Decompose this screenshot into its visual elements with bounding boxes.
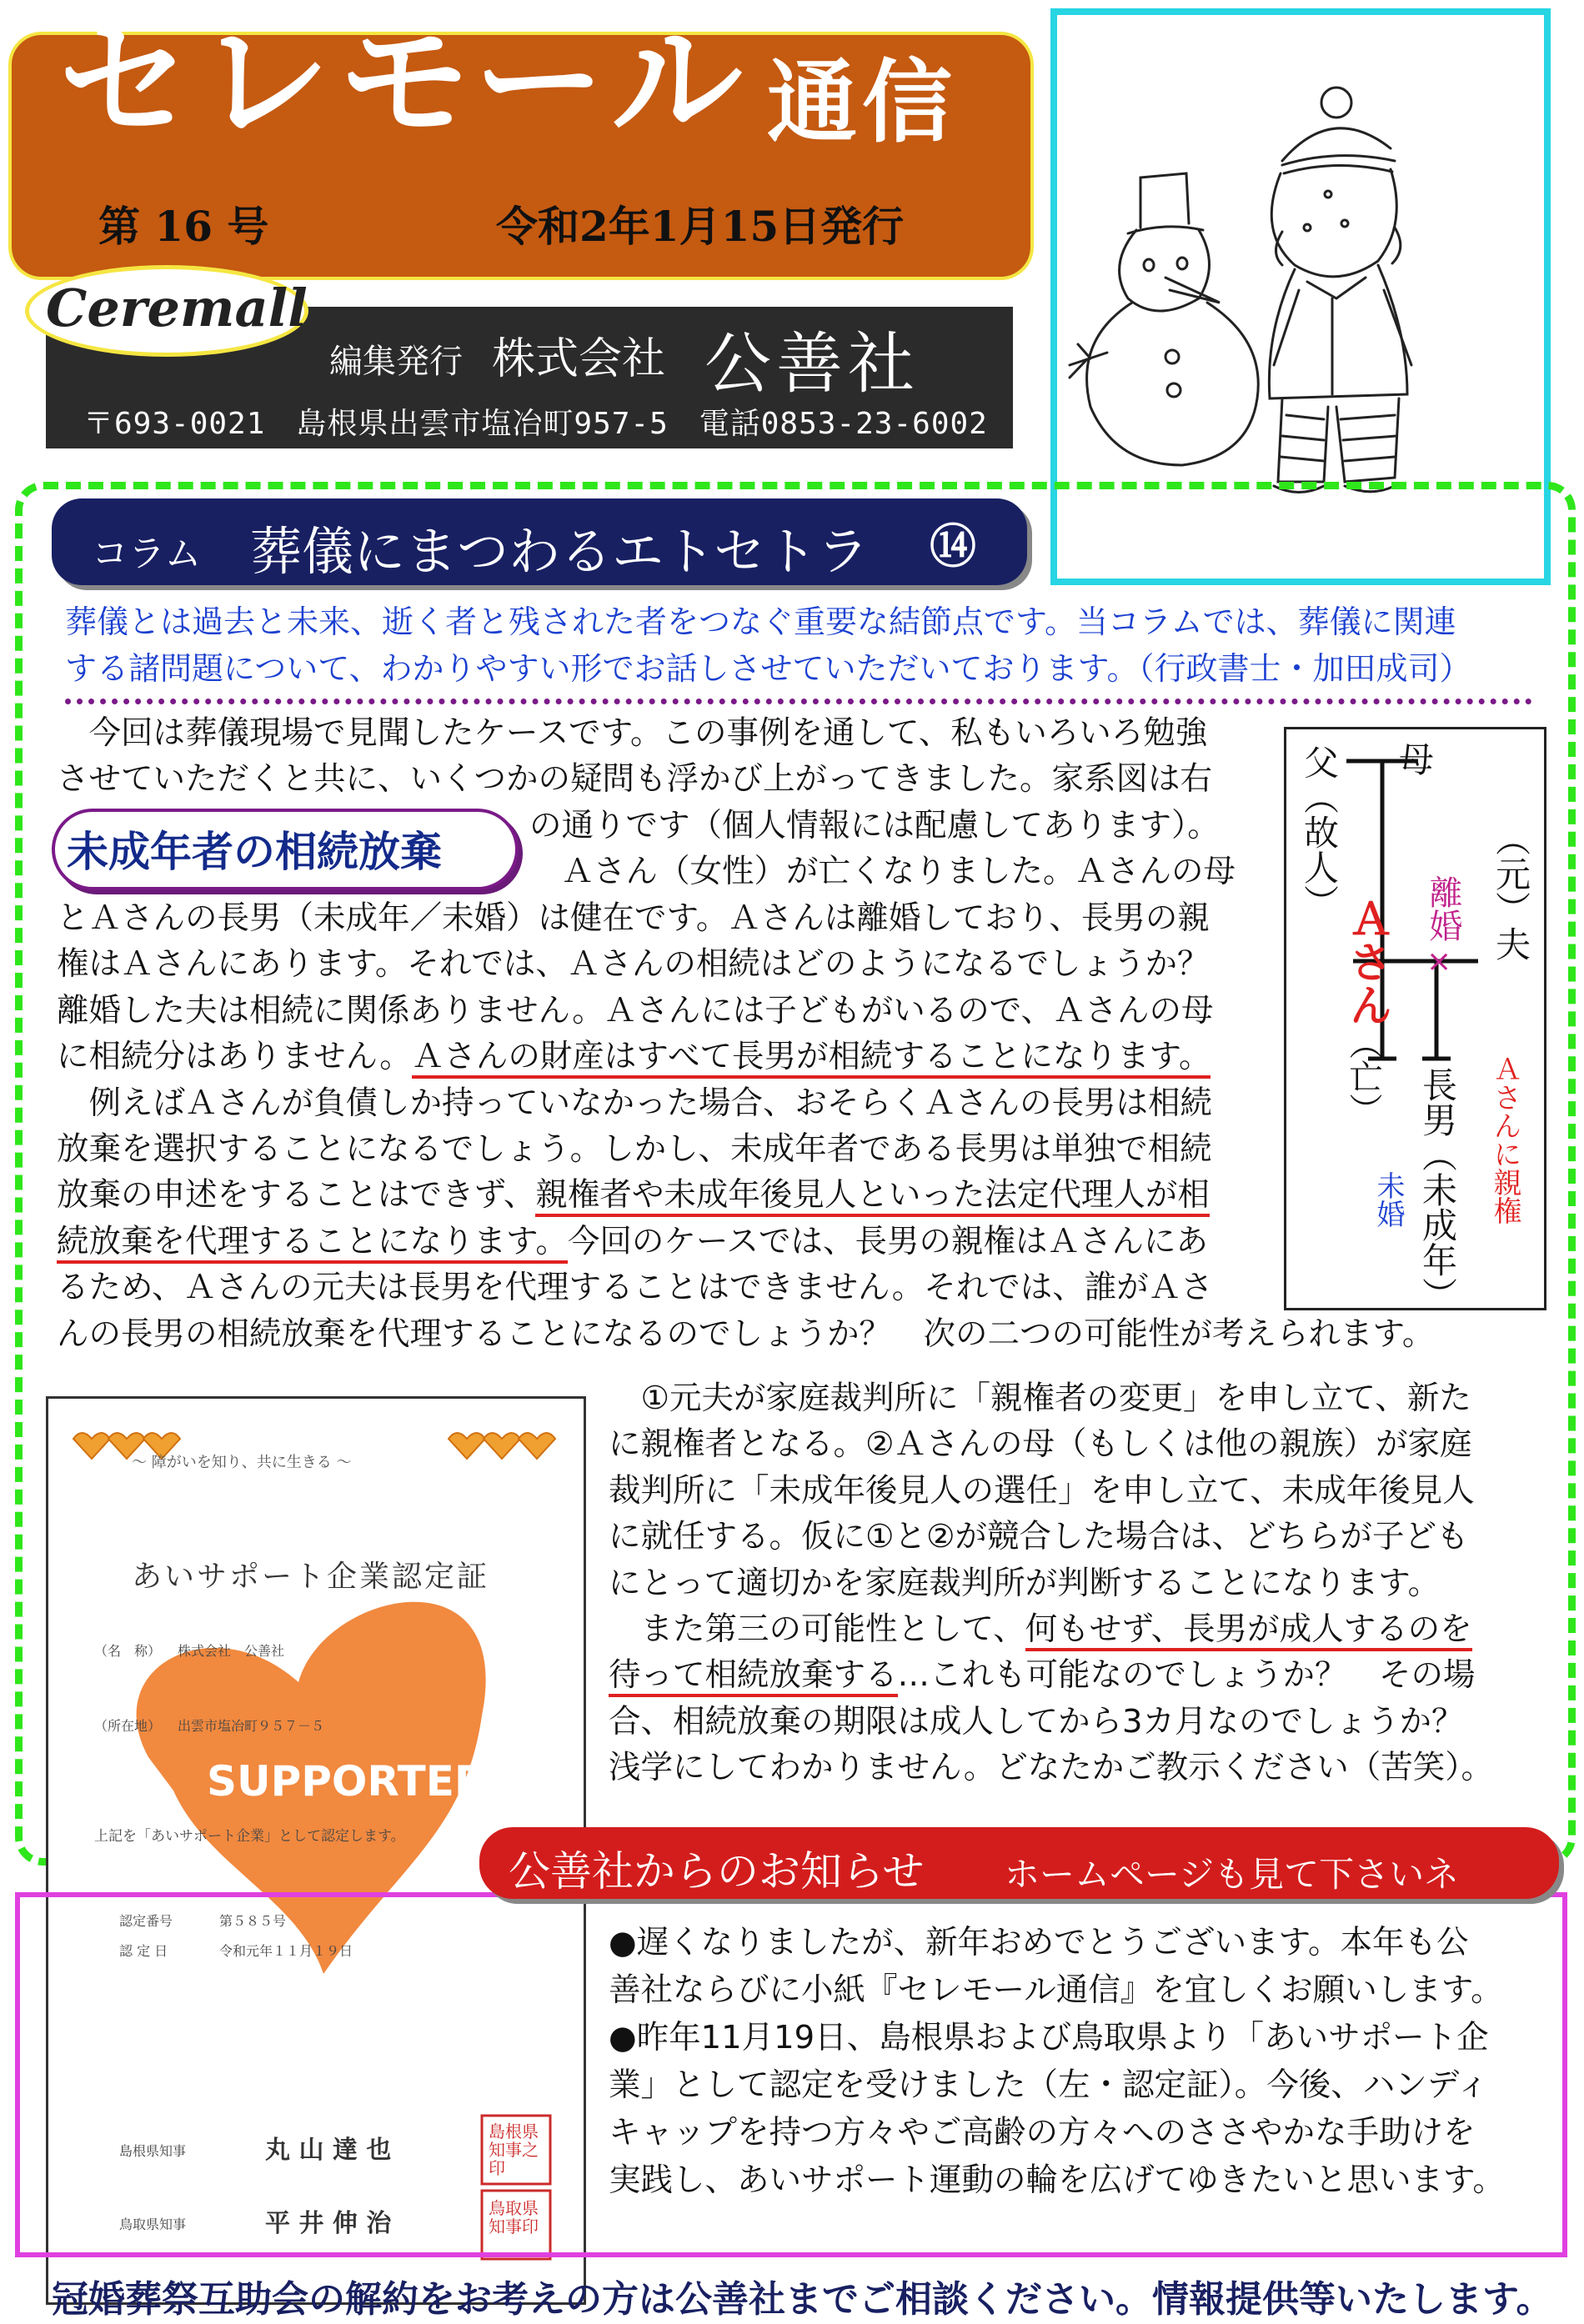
logo-text: Ceremall: [46, 278, 308, 338]
cert-gov1-title: 島根県知事: [119, 2143, 187, 2159]
notice-line: 業」として認定を受けました（左・認定証）。今後、ハンディ: [609, 2066, 1489, 2104]
paragraph-main: [57, 895, 1434, 1357]
tree-father: 父（故人）: [1299, 744, 1340, 919]
cert-gov2-title: 鳥取県知事: [119, 2216, 187, 2232]
publisher-name: 公善社: [704, 325, 920, 403]
tree-mother: 母: [1394, 741, 1435, 776]
lead-line: 葬儀とは過去と未来、逝く者と残された者をつなぐ重要な結節点です。当コラムでは、葬儀に関連: [65, 604, 1456, 640]
topic-tag-text: 未成年者の相続放棄: [67, 828, 442, 876]
cert-seal-tottori: 鳥取県知事印: [489, 2198, 539, 2236]
publisher-type: 株式会社: [492, 334, 666, 384]
cert-address-label: （所在地）: [94, 1718, 162, 1734]
dotted-divider: [65, 699, 1532, 704]
text-line: させていただくと共に、いくつかの疑問も浮かび上がってきました。家系図は右: [57, 760, 1213, 799]
cert-statement: 上記を「あいサポート企業」として認定します。: [94, 1828, 405, 1845]
notice-title: 公善社からのお知らせ: [509, 1847, 925, 1896]
tree-divorce: 離婚: [1424, 875, 1462, 942]
cert-badge: SUPPORTER: [207, 1757, 487, 1806]
paragraph-possibilities: [609, 1375, 1493, 1791]
column-number: ⑭: [930, 520, 976, 574]
tree-a-deceased: （亡）: [1344, 1026, 1382, 1126]
lead-line: する諸問題について、わかりやすい形でお話しさせていただいております。（行政書士・加田成司）: [65, 650, 1471, 687]
column-lead: [65, 599, 1541, 692]
notice-line: ●昨年11月19日、島根県および鳥取県より「あいサポート企: [609, 2019, 1489, 2056]
newsletter-title: セレモール: [58, 6, 751, 159]
text-line: るため、Ａさんの元夫は長男を代理することはできません。それでは、誰がＡさ: [57, 1269, 1213, 1307]
underlined-phrase: Ａさんの財産はすべて長男が相続することになります。: [412, 1038, 1211, 1079]
text-line: 合、相続放棄の期限は成人してから3カ月なのでしょうか？: [609, 1702, 1464, 1740]
tree-custody: Ａさんに親権: [1488, 1054, 1521, 1225]
notice-subtitle: ホームページも見て下さいネ: [1005, 1854, 1460, 1895]
publisher-role: 編集発行: [329, 343, 463, 381]
tree-divorce-mark: ×: [1426, 944, 1452, 979]
paragraph-intro: [57, 710, 1212, 803]
notice-line: 善社ならびに小紙『セレモール通信』を宜しくお願いします。: [609, 1971, 1503, 2009]
cert-date-value: 令和元年１１月１９日: [219, 1943, 353, 1959]
text-line: に就任する。仮に①と②が競合した場合は、どちらが子ども: [609, 1518, 1469, 1556]
tree-ex-husband: （元）夫: [1491, 821, 1531, 961]
cert-address-value: 出雲市塩冶町９５７－５: [178, 1718, 325, 1734]
underlined-phrase: 待って相続放棄する: [609, 1656, 898, 1697]
issue-number: 第 16 号: [98, 202, 269, 251]
text-line: 今回は葬儀現場で見聞したケースです。この事例を通して、私もいろいろ勉強: [57, 714, 1208, 752]
notice-line: キャップを持つ方々やご高齢の方々へのささやかな手助けを: [609, 2114, 1476, 2151]
tree-a-san: Ａさん: [1341, 896, 1391, 1026]
text-line: Ａさん（女性）が亡くなりました。Ａさんの母: [529, 853, 1236, 891]
text-line: ①元夫が家庭裁判所に「親権者の変更」を申し立て、新た: [609, 1380, 1471, 1417]
text-line: 続放棄を代理することになります。今回のケースでは、長男の親権はＡさんにあ: [57, 1219, 1434, 1265]
tree-son: 長男（未成年）: [1417, 1067, 1458, 1312]
text-line: んの長男の相続放棄を代理することになるのでしょうか？ 次の二つの可能性が考えられます。: [57, 1315, 1435, 1353]
cert-no-label: 認定番号: [119, 1913, 173, 1929]
cert-no-value: 第５８５号: [219, 1913, 287, 1929]
text-line: 浅学にしてわかりません。どなたかご教示ください（苦笑）。: [609, 1749, 1494, 1787]
text-line: 例えばＡさんが負債しか持っていなかった場合、おそらくＡさんの長男は相続: [57, 1084, 1213, 1122]
text-line: 権はＡさんにあります。それでは、Ａさんの相続はどのようになるでしょうか？: [57, 945, 1210, 984]
text-line: また第三の可能性として、何もせず、長男が成人するのを: [609, 1606, 1493, 1652]
footer-note: 冠婚葬祭互助会の解約をお考えの方は公善社までご相談ください。情報提供等いたします。: [52, 2278, 1553, 2321]
text-line: 放棄を選択することになるでしょう。しかし、未成年者である長男は単独で相続: [57, 1130, 1212, 1169]
cert-gov2-name: 平 井 伸 治: [265, 2209, 392, 2238]
underlined-phrase: 続放棄を代理することになります。: [57, 1223, 568, 1264]
cert-seal-shimane: 島根県知事之印: [489, 2121, 539, 2178]
cert-title: あいサポート企業認定証: [132, 1560, 490, 1594]
column-title: 葬儀にまつわるエトセトラ: [250, 521, 870, 582]
cert-motto: ～ 障がいを知り、共に生きる ～: [132, 1454, 352, 1471]
column-label: コラム: [92, 533, 202, 575]
notice-body: [609, 1919, 1505, 2204]
publisher-address: 〒693-0021 島根県出雲市塩冶町957-5 電話0853-23-6002: [83, 407, 988, 441]
text-line: に親権者となる。②Ａさんの母（もしくは他の親族）が家庭: [609, 1425, 1472, 1464]
newsletter-subtitle: 通信: [767, 51, 958, 155]
cert-name-label: （名 称）: [94, 1643, 162, 1659]
notice-line: 実践し、あいサポート運動の輪を広げてゆきたいと思います。: [609, 2161, 1505, 2199]
tree-unmarried: 未婚: [1371, 1171, 1405, 1228]
cert-name-value: 株式会社 公善社: [178, 1643, 285, 1659]
text-line: とＡさんの長男（未成年／未婚）は健在です。Ａさんは離婚しており、長男の親: [57, 899, 1210, 937]
issue-date: 令和2年1月15日発行: [496, 202, 905, 251]
notice-line: ●遅くなりましたが、新年おめでとうございます。本年も公: [609, 1924, 1469, 1961]
cert-gov1-name: 丸 山 達 也: [265, 2136, 392, 2165]
text-line: の通りです（個人情報には配慮してあります）。: [529, 807, 1220, 844]
text-line: 待って相続放棄する…これも可能なのでしょうか？ その場: [609, 1652, 1493, 1698]
family-tree: [1284, 727, 1546, 1310]
paragraph-case: [529, 803, 1236, 895]
underlined-phrase: 親権者や未成年後見人といった法定代理人が相: [535, 1176, 1210, 1217]
text-line: に相続分はありません。Ａさんの財産はすべて長男が相続することになります。: [57, 1034, 1434, 1079]
text-line: 離婚した夫は相続に関係ありません。Ａさんには子どもがいるので、Ａさんの母: [57, 991, 1214, 1029]
text-line: 裁判所に「未成年後見人の選任」を申し立て、未成年後見人: [609, 1471, 1475, 1510]
text-line: 放棄の申述をすることはできず、親権者や未成年後見人といった法定代理人が相: [57, 1172, 1434, 1218]
text-line: にとって適切かを家庭裁判所が判断することになります。: [609, 1564, 1441, 1602]
cert-date-label: 認 定 日: [119, 1943, 168, 1959]
underlined-phrase: 何もせず、長男が成人するのを: [1025, 1610, 1472, 1651]
